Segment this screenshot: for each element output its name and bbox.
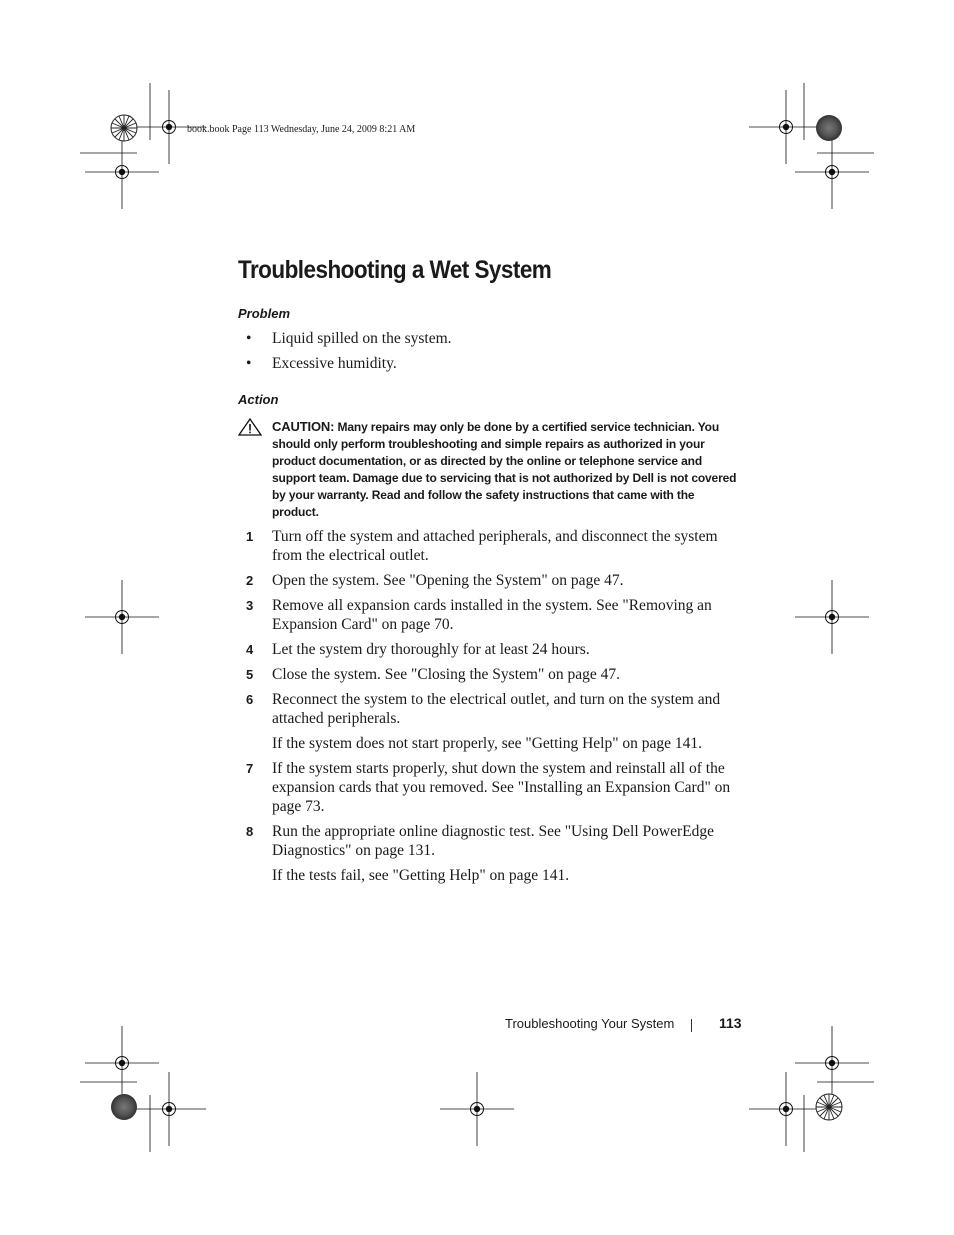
step-number: 8: [246, 824, 254, 839]
problem-list: [246, 329, 726, 379]
step-item: [246, 596, 746, 634]
step-note: If the system does not start properly, see "Getting Help" on page 141.: [272, 735, 703, 752]
step-item: [246, 665, 746, 684]
step-text: Run the appropriate online diagnostic test. See "Using Dell PowerEdge Diagnostics" on page 131.: [272, 823, 714, 859]
warning-triangle-icon: [238, 418, 262, 436]
page-title: Troubleshooting a Wet System: [238, 256, 552, 284]
list-item: [246, 354, 726, 379]
problem-item-text: Excessive humidity.: [272, 355, 397, 372]
action-heading: Action: [238, 392, 279, 407]
step-number: 6: [246, 692, 254, 707]
step-text: Turn off the system and attached peripherals, and disconnect the system from the electrical outlet.: [272, 528, 718, 564]
step-item: [246, 527, 746, 565]
footer-section-title: Troubleshooting Your System: [505, 1016, 675, 1031]
action-steps: [246, 527, 746, 891]
step-text: Reconnect the system to the electrical outlet, and turn on the system and attached peripherals.: [272, 691, 721, 727]
step-text: Close the system. See "Closing the System" on page 47.: [272, 666, 621, 683]
caution-body: Many repairs may only be done by a certified service technician. You should only perform troubleshooting and simple repairs as authorized in your product documentation, or as directed by the online or telephone service and support team. Damage due to servicing that is not authorized by Dell is not covered by your warranty. Read and follow the safety instructions that came with the product.: [272, 420, 737, 519]
step-text: If the system starts properly, shut down the system and reinstall all of the expansion cards that you removed. See "Installing an Expansion Card" on page 73.: [272, 760, 731, 815]
problem-heading: Problem: [238, 306, 291, 321]
step-item: [246, 759, 746, 816]
step-number: 2: [246, 573, 254, 588]
starburst-disk-bottom-right: [816, 1094, 842, 1120]
bullet-icon: •: [246, 355, 252, 372]
step-text: Remove all expansion cards installed in the system. See "Removing an Expansion Card" on page 70.: [272, 597, 712, 633]
page-number: 113: [719, 1015, 742, 1031]
step-text: Open the system. See "Opening the System" on page 47.: [272, 572, 624, 589]
starburst-disk-top-left: [111, 115, 137, 141]
caution-label: CAUTION:: [272, 419, 335, 434]
step-item: [246, 822, 746, 885]
print-slug-line: book.book Page 113 Wednesday, June 24, 2009 8:21 AM: [187, 124, 416, 135]
list-item: [246, 329, 726, 354]
step-number: 7: [246, 761, 254, 776]
step-item: [246, 571, 746, 590]
step-item: [246, 640, 746, 659]
step-number: 3: [246, 598, 254, 613]
step-item: [246, 690, 746, 753]
problem-item-text: Liquid spilled on the system.: [272, 330, 452, 347]
footer-divider: [691, 1019, 692, 1032]
bullet-icon: •: [246, 330, 252, 347]
step-number: 4: [246, 642, 254, 657]
step-note: If the tests fail, see "Getting Help" on page 141.: [272, 867, 570, 884]
step-number: 5: [246, 667, 254, 682]
caution-text: [272, 418, 740, 521]
step-text: Let the system dry thoroughly for at least 24 hours.: [272, 641, 590, 658]
step-number: 1: [246, 529, 254, 544]
